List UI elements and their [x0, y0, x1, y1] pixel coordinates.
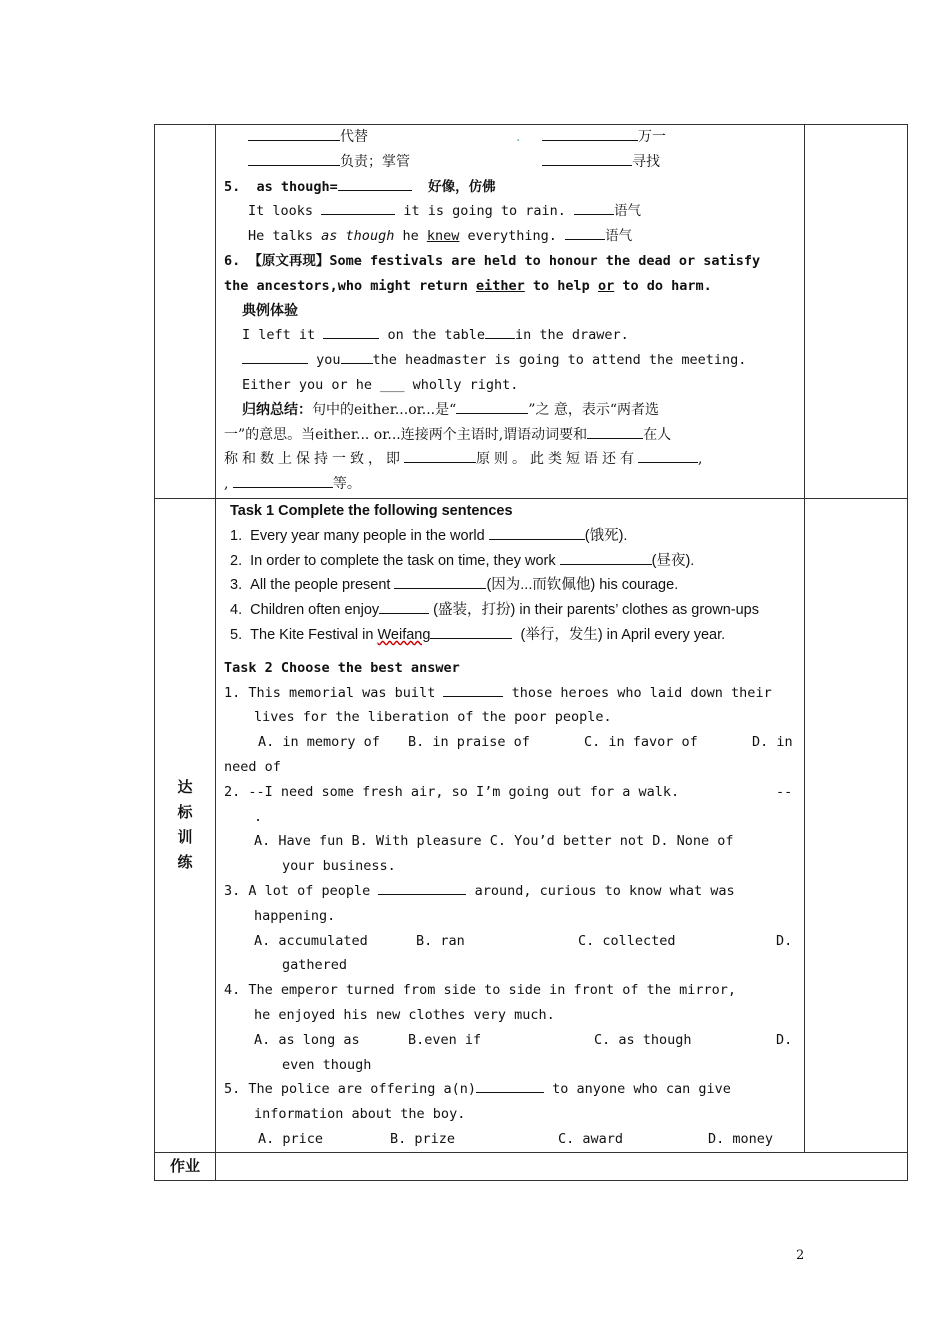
- example-2: you the headmaster is going to attend the meeting.: [224, 348, 804, 373]
- blank[interactable]: [321, 200, 395, 215]
- option[interactable]: B. in praise of: [408, 734, 530, 751]
- training-label: 达 标 训 练: [177, 778, 193, 872]
- blank[interactable]: [574, 200, 614, 215]
- q5-line-1: 5. The police are offering a(n) to anyone who can give: [224, 1077, 798, 1102]
- blank[interactable]: [379, 599, 429, 614]
- blank[interactable]: [338, 176, 412, 191]
- q1-options: [224, 730, 798, 755]
- blank[interactable]: [560, 550, 652, 565]
- q1-line-1: 1. This memorial was built those heroes who laid down their: [224, 681, 798, 706]
- phrase-meaning: 代替: [340, 129, 368, 145]
- option[interactable]: A. price: [258, 1130, 324, 1147]
- q3-line-2: happening.: [254, 907, 336, 924]
- blank[interactable]: [404, 448, 476, 463]
- training-right-cell: [805, 499, 908, 1153]
- option[interactable]: D. in: [752, 734, 793, 751]
- blank[interactable]: [341, 349, 373, 364]
- example-3: Either you or he ___ wholly right.: [242, 376, 519, 393]
- q2-line-1: 2. --I need some fresh air, so I’m going out for a walk. --: [224, 783, 793, 800]
- q2-line-2: .: [254, 808, 263, 825]
- phrase-row-2: [224, 150, 804, 175]
- q4-line-1: 4. The emperor turned from side to side in front of the mirror,: [224, 982, 737, 999]
- blank[interactable]: [378, 880, 466, 895]
- homework-label: 作业: [169, 1156, 200, 1175]
- task2-title: Task 2 Choose the best answer: [224, 659, 460, 676]
- phrase-row-1: 代替 . 万一: [224, 125, 804, 150]
- item-5-example-1: It looks it is going to rain. 语气: [224, 199, 804, 224]
- q3-options: [224, 929, 798, 954]
- blank[interactable]: [430, 624, 512, 639]
- blank[interactable]: [542, 126, 638, 141]
- blank[interactable]: [489, 525, 585, 540]
- task1-item-4: 4. Children often enjoy (盛装，打扮) in their parents’ clothes as grown-ups: [224, 598, 798, 623]
- blank[interactable]: [638, 448, 698, 463]
- phrase-meaning: 负责；掌管: [340, 153, 410, 170]
- q1-line-2: lives for the liberation of the poor people.: [254, 709, 612, 726]
- blank[interactable]: [394, 574, 486, 589]
- homework-side-cell: [155, 1152, 216, 1180]
- page-number: 2: [796, 1248, 805, 1263]
- blank[interactable]: [242, 349, 308, 364]
- top-right-cell: [805, 125, 908, 499]
- q5-line-2: information about the boy.: [254, 1106, 466, 1123]
- blank[interactable]: [443, 682, 503, 697]
- summary-line-4: , 等。: [224, 472, 804, 497]
- option[interactable]: A. in memory of: [258, 734, 380, 751]
- q5-options: [224, 1127, 798, 1152]
- task1-title: Task 1 Complete the following sentences: [230, 503, 513, 519]
- option[interactable]: B. ran: [416, 932, 465, 949]
- summary-line-3: 称和数上保持一致，即 原则。此类短语还有 ,: [224, 447, 804, 472]
- worksheet-table: [154, 124, 908, 1176]
- phrase-meaning: 寻找: [632, 153, 660, 170]
- top-content-cell: [216, 125, 805, 499]
- option[interactable]: A. as long as: [254, 1031, 360, 1048]
- q4-line-4: even though: [282, 1056, 372, 1073]
- option[interactable]: D.: [776, 1031, 793, 1048]
- q3-line-4: gathered: [282, 957, 348, 974]
- item-6-line-1: 6. 【原文再现】Some festivals are held to honour the dead or satisfy: [224, 252, 761, 269]
- task1-item-2: 2. In order to complete the task on time, they work (昼夜).: [224, 549, 798, 574]
- q2-options[interactable]: A. Have fun B. With pleasure C. You’d better not D. None of: [254, 833, 734, 850]
- item-5-heading: 5. as though= 好像，仿佛: [224, 175, 804, 200]
- blank[interactable]: [565, 225, 605, 240]
- phrase-meaning: 万一: [638, 129, 666, 145]
- option[interactable]: C. collected: [578, 932, 676, 949]
- top-side-cell: [155, 125, 216, 499]
- task1-item-5: 5. The Kite Festival in Weifang (举行，发生) in April every year.: [224, 623, 798, 648]
- option[interactable]: B. prize: [390, 1130, 456, 1147]
- task1-item-1: 1. Every year many people in the world (饿死).: [224, 524, 798, 549]
- blank[interactable]: [248, 126, 340, 141]
- option[interactable]: C. as though: [594, 1031, 692, 1048]
- q2-line-4: your business.: [282, 858, 396, 875]
- training-content-cell: [216, 499, 805, 1153]
- item-5-example-2: He talks as though he knew everything. 语气: [224, 224, 804, 249]
- blank[interactable]: [323, 324, 379, 339]
- q1-line-4: need of: [224, 758, 281, 775]
- summary-line-1: 归纳总结：句中的either...or...是“ ”之 意，表示“两者选: [224, 398, 804, 423]
- blank[interactable]: [476, 1078, 544, 1093]
- blank[interactable]: [456, 399, 528, 414]
- examples-title: 典例体验: [242, 302, 298, 319]
- option[interactable]: C. in favor of: [584, 734, 698, 751]
- blank[interactable]: [485, 324, 515, 339]
- summary-line-2: 一”的意思。当either... or...连接两个主语时,谓语动词要和 在人: [224, 423, 804, 448]
- example-1: I left it on the table in the drawer.: [224, 323, 804, 348]
- blank[interactable]: [542, 151, 632, 166]
- option[interactable]: C. award: [558, 1130, 624, 1147]
- q3-line-1: 3. A lot of people around, curious to know what was: [224, 879, 798, 904]
- blank[interactable]: [587, 424, 643, 439]
- option[interactable]: B.even if: [408, 1031, 482, 1048]
- q4-options: [224, 1028, 798, 1053]
- option[interactable]: D. money: [708, 1130, 774, 1147]
- item-6-line-2: the ancestors,who might return either to help or to do harm.: [224, 277, 712, 294]
- task1-item-3: 3. All the people present (因为...而钦佩他) his courage.: [224, 573, 798, 598]
- training-side-cell: [155, 499, 216, 1153]
- blank[interactable]: [233, 473, 333, 488]
- option[interactable]: D.: [776, 932, 793, 949]
- blank[interactable]: [248, 151, 340, 166]
- homework-content-cell[interactable]: [216, 1152, 908, 1180]
- option[interactable]: A. accumulated: [254, 932, 368, 949]
- q4-line-2: he enjoyed his new clothes very much.: [254, 1006, 555, 1023]
